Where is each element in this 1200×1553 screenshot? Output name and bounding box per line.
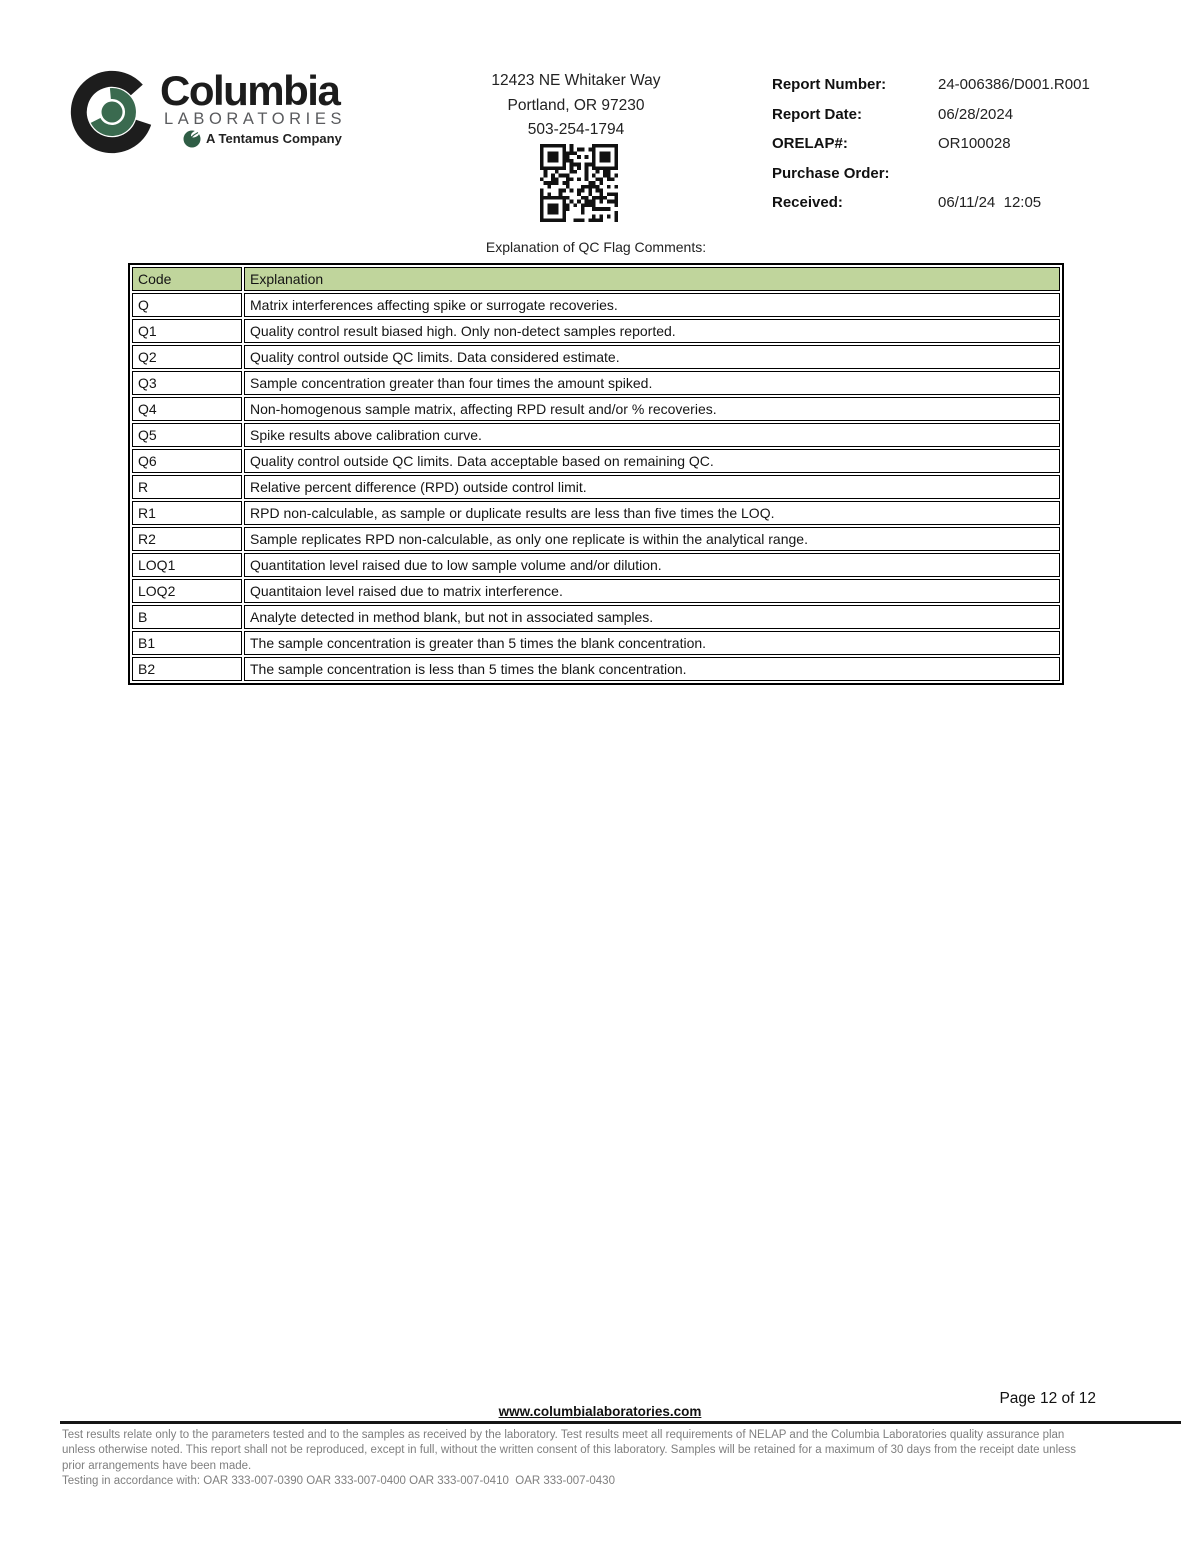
website-url: www.columbialaboratories.com: [498, 1404, 702, 1419]
tagline-text: A Tentamus Company: [206, 130, 342, 146]
disclaimer-line: Test results relate only to the parameters tested and to the samples as received by the laboratory. Test results meet all requirements of NELAP and the Columbia Laboratories quality assurance plan: [62, 1429, 1065, 1441]
qc-table-row: [132, 293, 1060, 317]
qc-code-cell: Q4: [132, 397, 242, 421]
disclaimer-lines: [62, 1428, 1187, 1474]
qc-table-header-row: [132, 267, 1060, 291]
disclaimer-line: prior arrangements have been made.: [62, 1459, 252, 1472]
qc-table-row: [132, 527, 1060, 551]
report-info-label: Report Date:: [772, 105, 863, 123]
qc-explanation-cell: Quality control result biased high. Only non-detect samples reported.: [244, 319, 1060, 343]
qc-explanation-cell: Non-homogenous sample matrix, affecting RPD result and/or % recoveries.: [244, 397, 1060, 421]
accordance-line: Testing in accordance with: OAR 333-007-0390 OAR 333-007-0400 OAR 333-007-0410 OAR 333-007-0430: [62, 1475, 615, 1488]
footer-disclaimer: [62, 1428, 1187, 1490]
footer-divider: [60, 1421, 1181, 1424]
qc-table-row: [132, 345, 1060, 369]
report-info-label: Report Number:: [772, 76, 887, 93]
qc-explanation-cell: Sample concentration greater than four times the amount spiked.: [244, 371, 1060, 395]
qc-explanation-cell: Analyte detected in method blank, but not in associated samples.: [244, 605, 1060, 629]
qc-explanation-cell: Quality control outside QC limits. Data considered estimate.: [244, 345, 1060, 369]
tentamus-tagline: [182, 128, 342, 148]
qc-code-cell: LOQ1: [132, 553, 242, 577]
qc-explanation-cell: Relative percent difference (RPD) outside control limit.: [244, 475, 1060, 499]
qc-code-cell: LOQ2: [132, 579, 242, 603]
qc-code-cell: B: [132, 605, 242, 629]
qc-table-row: [132, 631, 1060, 655]
page-number-label: Page 12 of 12: [999, 1390, 1096, 1407]
qr-code-image: [540, 144, 618, 222]
qc-explanation-cell: The sample concentration is less than 5 times the blank concentration.: [244, 657, 1060, 681]
qc-explanation-cell: RPD non-calculable, as sample or duplicate results are less than five times the LOQ.: [244, 501, 1060, 525]
qc-header-code: Code: [132, 267, 242, 291]
qc-code-cell: Q1: [132, 319, 242, 343]
qc-explanation-cell: Quality control outside QC limits. Data acceptable based on remaining QC.: [244, 449, 1060, 473]
qc-code-cell: R: [132, 475, 242, 499]
qc-explanation-cell: Quantitaion level raised due to matrix interference.: [244, 579, 1060, 603]
qc-table-row: [132, 397, 1060, 421]
qc-code-cell: Q: [132, 293, 242, 317]
report-info: [772, 70, 1090, 218]
report-info-label: Purchase Order:: [772, 164, 890, 182]
lab-address: [420, 69, 732, 143]
qc-table-row: [132, 449, 1060, 473]
qc-code-cell: Q6: [132, 449, 242, 473]
qc-table-row: [132, 371, 1060, 395]
report-info-value: [938, 159, 1090, 189]
qc-code-cell: R2: [132, 527, 242, 551]
qc-table-row: [132, 475, 1060, 499]
qc-table-row: [132, 423, 1060, 447]
qc-table-row: [132, 553, 1060, 577]
tentamus-leaf-icon: [182, 128, 202, 148]
qc-table-row: [132, 579, 1060, 603]
qc-code-cell: R1: [132, 501, 242, 525]
report-info-label: Received:: [772, 194, 843, 211]
qc-explanation-cell: Sample replicates RPD non-calculable, as only one replicate is within the analytical range.: [244, 527, 1060, 551]
qc-explanation-cell: Quantitation level raised due to low sample volume and/or dilution.: [244, 553, 1060, 577]
section-title: Explanation of QC Flag Comments:: [485, 239, 707, 255]
address-line: 503-254-1794: [527, 121, 625, 138]
qc-explanation-cell: Matrix interferences affecting spike or surrogate recoveries.: [244, 293, 1060, 317]
report-info-value: 24-006386/D001.R001: [938, 76, 1090, 93]
qr-code: [540, 144, 618, 222]
qc-table-body: [132, 293, 1060, 681]
report-info-value: OR100028: [938, 135, 1011, 152]
columbia-logo: [70, 66, 360, 156]
address-line: Portland, OR 97230: [507, 96, 645, 114]
columbia-logo-icon: [70, 70, 154, 154]
qc-explanation-cell: The sample concentration is greater than 5 times the blank concentration.: [244, 631, 1060, 655]
qc-explanation-cell: Spike results above calibration curve.: [244, 423, 1060, 447]
qc-code-cell: Q3: [132, 371, 242, 395]
qc-table-row: [132, 605, 1060, 629]
report-info-value: 06/11/24 12:05: [938, 194, 1042, 211]
disclaimer-line: unless otherwise noted. This report shall not be reproduced, except in full, without the written consent of this laboratory. Samples will be retained for a maximum of 30 days from the receipt date unless: [62, 1444, 1077, 1457]
logo-subtitle: LABORATORIES: [164, 110, 347, 128]
qc-flag-table-container: [128, 263, 1064, 685]
qc-table-row: [132, 501, 1060, 525]
report-info-value: 06/28/2024: [938, 105, 1014, 123]
qc-code-cell: B2: [132, 657, 242, 681]
qc-table-row: [132, 657, 1060, 681]
qc-header-explanation: Explanation: [244, 267, 1060, 291]
address-line: 12423 NE Whitaker Way: [491, 72, 661, 89]
qc-flag-table: [128, 263, 1064, 685]
qc-code-cell: B1: [132, 631, 242, 655]
logo-wordmark: Columbia: [160, 67, 340, 114]
report-info-label: ORELAP#:: [772, 135, 848, 152]
qc-code-cell: Q2: [132, 345, 242, 369]
qc-code-cell: Q5: [132, 423, 242, 447]
qc-table-row: [132, 319, 1060, 343]
